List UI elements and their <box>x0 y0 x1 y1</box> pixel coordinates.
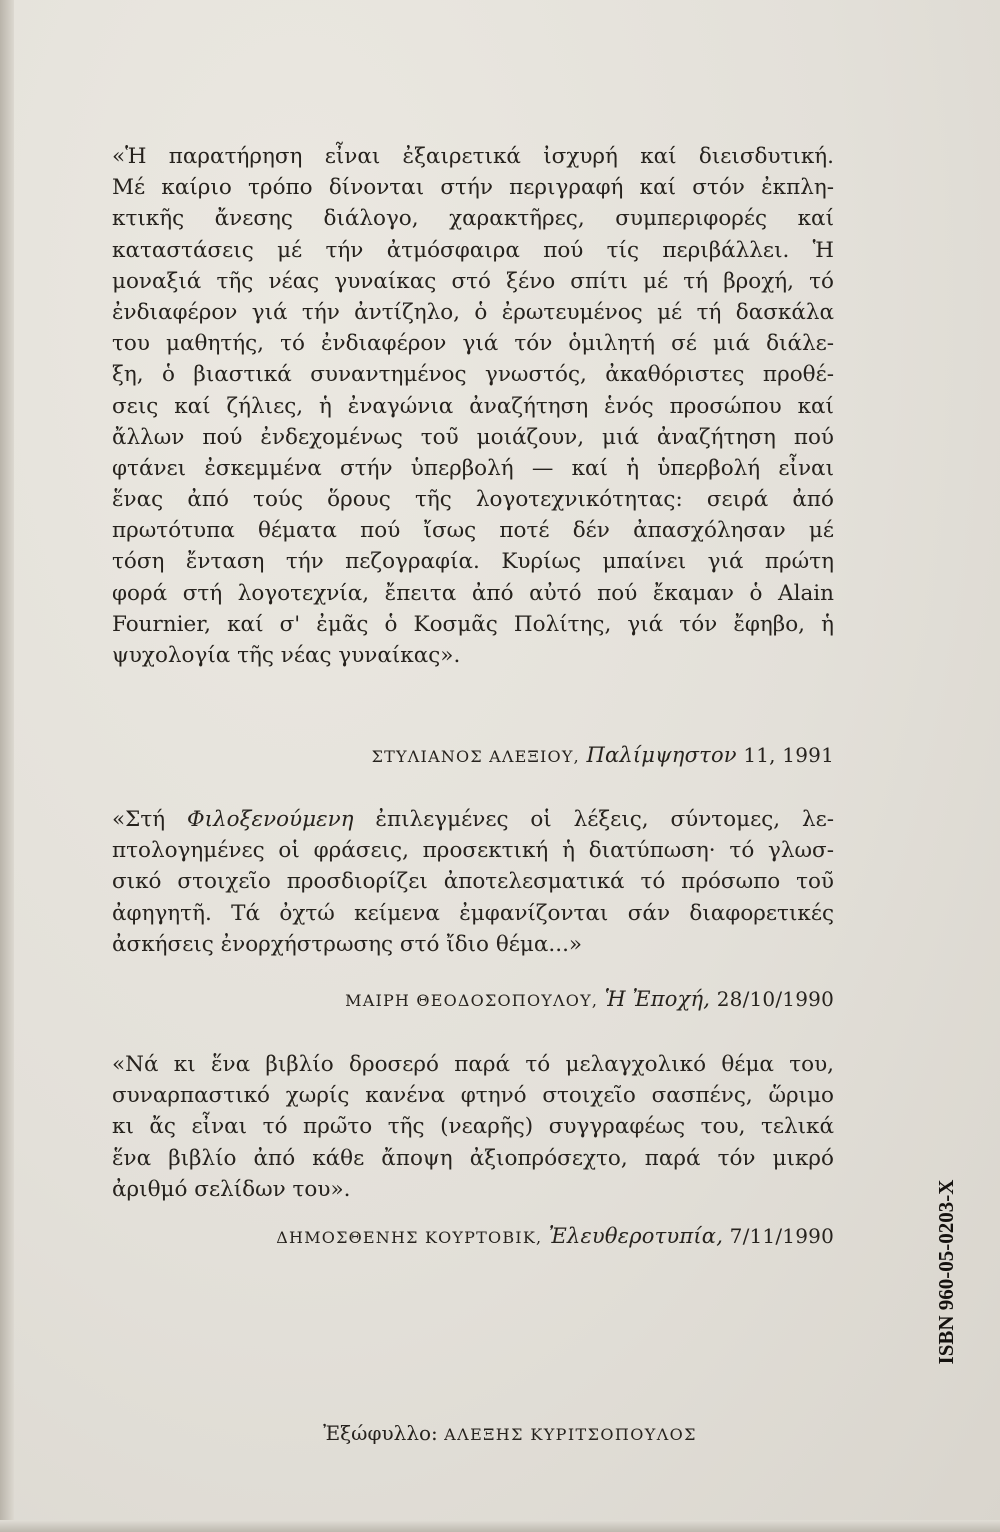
review-2-line <box>112 804 834 835</box>
review-2-text <box>112 804 834 960</box>
cover-credit-label: Ἐξώφυλλο: <box>323 1421 438 1445</box>
review-1-line: σεις καί ζήλιες, ἡ ἐναγώνια ἀναζήτηση ἑνός προσώπου καί <box>112 393 834 419</box>
review-1-author: ΣΤΥΛΙΑΝΟΣ ΑΛΕΞΙΟΥ, <box>371 747 580 766</box>
review-3-date: 7/11/1990 <box>729 1224 834 1248</box>
review-3-attribution <box>276 1224 834 1248</box>
review-3-line: κι ἄς εἶναι τό πρω̃το τῆς (νεαρῆς) συγγραφέως του, τελικά <box>112 1114 834 1140</box>
review-3-text <box>112 1049 834 1205</box>
review-1-date: 11, 1991 <box>743 743 834 767</box>
review-2-line: σικό στοιχει̃ο προσδιορίζει ἀποτελεσματικά τό πρόσωπο του̃ <box>112 869 834 895</box>
review-1-attribution <box>372 743 834 767</box>
review-1-line: «Ἡ παρατήρηση εἶναι ἐξαιρετικά ἰσχυρή καί διεισδυτική. <box>112 144 834 169</box>
review-1-line: Μέ καίριο τρόπο δίνονται στήν περιγραφή καί στόν ἐκπλη- <box>112 175 834 201</box>
review-2-line: πτολογημένες οἱ φράσεις, προσεκτική ἡ διατύπωση· τό γλωσ- <box>112 838 834 864</box>
review-3-line: ἕνα βιβλίο ἀπό κάθε ἄποψη ἀξιοπρόσεχτο, παρά τόν μικρό <box>112 1145 834 1171</box>
review-1-line: ξη, ὁ βιαστικά συναντημένος γνωστός, ἀκαθόριστες προθέ- <box>112 362 834 388</box>
review-2-quote-start: «Στή <box>112 807 166 832</box>
isbn-label: ISBN 960-05-0203-X <box>934 1179 958 1365</box>
review-3-line: συναρπαστικό χωρίς κανένα φτηνό στοιχει̃ο σασπένς, ὥριμο <box>112 1083 834 1109</box>
review-2-line-rest: ἐπιλεγμένες οἱ λέξεις, σύντομες, λε- <box>375 807 834 832</box>
cover-credit-name: ΑΛΕΞΗΣ ΚΥΡΙΤΣΟΠΟΥΛΟΣ <box>444 1425 697 1444</box>
review-1-line: ψυχολογία τῆς νέας γυναίκας». <box>112 643 461 668</box>
review-2-source: Ἡ Ἐποχή, <box>604 987 711 1011</box>
cover-bottom-edge <box>0 1520 1000 1532</box>
review-1-line: τόση ἔνταση τήν πεζογραφία. Κυρίως μπαίνει γιά πρώτη <box>112 549 834 575</box>
review-1-line: φορά στή λογοτεχνία, ἔπειτα ἀπό αὐτό πού ἔκαμαν ὁ Alain <box>112 580 834 606</box>
review-3-source: Ἐλευθεροτυπία, <box>548 1224 724 1248</box>
review-1-text <box>112 141 834 671</box>
review-2-line: ἀσκήσεις ἐνορχήστρωσης στό ἴδιο θέμα...» <box>112 931 583 957</box>
review-1-source: Παλίμψηστον <box>586 743 737 767</box>
review-2-line: ἀφηγητῆ. Τά ὀχτώ κείμενα ἐμφανίζονται σάν διαφορετικές <box>112 900 834 926</box>
cover-credit <box>260 1421 760 1445</box>
review-2-author: ΜΑΙΡΗ ΘΕΟΔΟΣΟΠΟΥΛΟΥ, <box>345 991 599 1010</box>
review-2-book-title: Φιλοξενούμενη <box>187 807 354 832</box>
review-2-attribution <box>345 987 834 1011</box>
review-1-line: ἄλλων πού ἐνδεχομένως του̃ μοιάζουν, μιά ἀναζήτηση πού <box>112 424 834 450</box>
review-1-line: του μαθητής, τό ἐνδιαφέρον γιά τόν ὁμιλητή σέ μιά διάλε- <box>112 331 834 357</box>
review-1-line: ἐνδιαφέρον γιά τήν ἀντίζηλο, ὁ ἐρωτευμένος μέ τή δασκάλα <box>112 299 834 325</box>
review-1-line: ἕνας ἀπό τούς ὅρους τῆς λογοτεχνικότητας: σειρά ἀπό <box>112 487 834 513</box>
review-1-line: καταστάσεις μέ τήν ἀτμόσφαιρα πού τίς περιβάλλει. Ἡ <box>112 237 834 263</box>
review-1-line: πρωτότυπα θέματα πού ἴσως ποτέ δέν ἀπασχόλησαν μέ <box>112 518 834 544</box>
review-1-line: κτικῆς ἄνεσης διάλογο, χαρακτῆρες, συμπεριφορές καί <box>112 206 834 232</box>
review-2-date: 28/10/1990 <box>716 987 834 1011</box>
review-1-line: μοναξιά τῆς νέας γυναίκας στό ξένο σπίτι μέ τή βροχή, τό <box>112 268 834 294</box>
review-3-author: ΔΗΜΟΣΘΕΝΗΣ ΚΟΥΡΤΟΒΙΚ, <box>276 1228 543 1247</box>
cover-left-edge <box>0 0 14 1532</box>
review-1-line: φτάνει ἐσκεμμένα στήν ὑπερβολή — καί ἡ ὑπερβολή εἶναι <box>112 455 834 481</box>
review-3-line: «Νά κι ἕνα βιβλίο δροσερό παρά τό μελαγχολικό θέμα του, <box>112 1052 834 1077</box>
review-3-line: ἀριθμό σελίδων του». <box>112 1176 351 1202</box>
review-1-line: Fournier, καί σ' ἐμᾶς ὁ Κοσμᾶς Πολίτης, γιά τόν ἔφηβο, ἡ <box>112 611 834 637</box>
